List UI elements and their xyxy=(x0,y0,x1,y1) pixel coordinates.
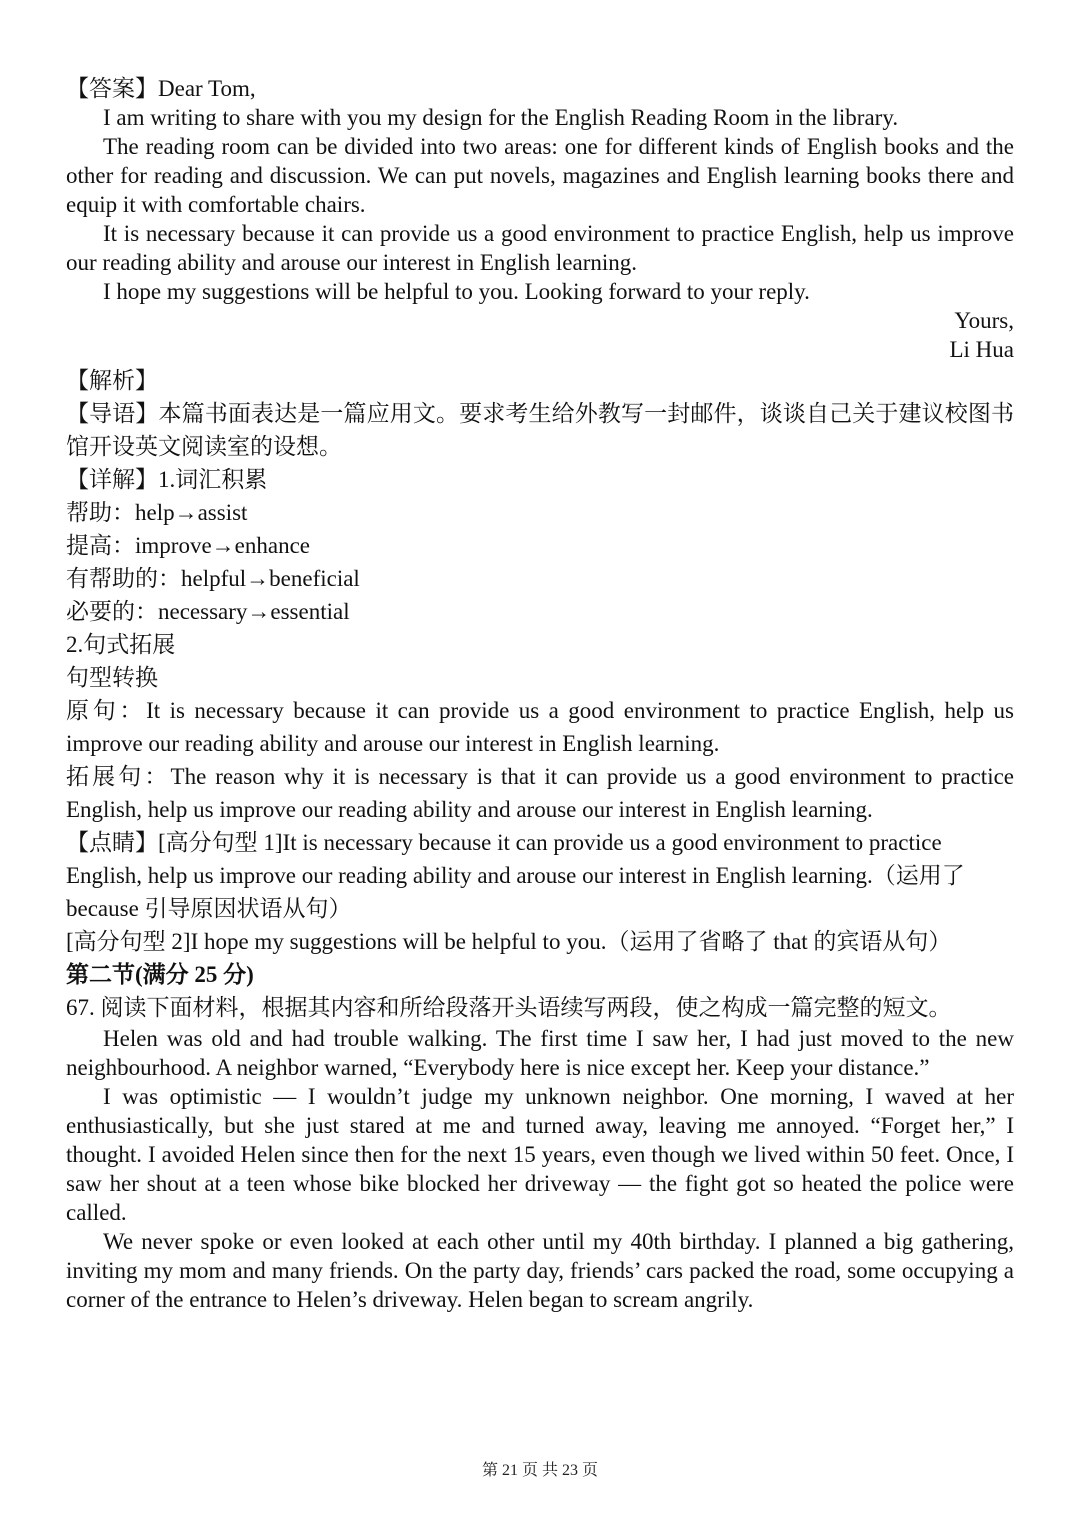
passage-paragraph: I was optimistic — I wouldn’t judge my unknown neighbor. One morning, I waved at her enthusiastically, but she just stared at me and turned away, leaving me annoyed. “Forget her,” I thought. I avoided Helen since then for the next 15 years, even though we lived within 50 feet. Once, I saw her shout at a teen whose bike blocked her driveway — the fight got so heated the police were called. xyxy=(66,1084,1014,1225)
intro-text: 本篇书面表达是一篇应用文。要求考生给外教写一封邮件，谈谈自己关于建议校图书馆开设英文阅读室的设想。 xyxy=(66,401,1014,459)
original-label: 原句： xyxy=(66,698,147,723)
vocab-item: 必要的：necessary→essential xyxy=(66,599,350,624)
answer-paragraph-3: It is necessary because it can provide us a good environment to practice English, help us improve our reading ability and arouse our interest in English learning. xyxy=(66,221,1014,275)
passage-paragraph: Helen was old and had trouble walking. The first time I saw her, I had just moved to the new neighbourhood. A neighbor warned, “Everybody here is nice except her. Keep your distance.” xyxy=(66,1026,1014,1080)
document-page xyxy=(66,74,1014,1314)
expanded-text: The reason why it is necessary is that it can provide us a good environment to practice English, help us improve our reading ability and arouse our interest in English learning. xyxy=(66,764,1014,822)
closing: Yours, xyxy=(954,308,1014,333)
expanded-sentence xyxy=(66,760,1014,826)
section-heading: 第二节(满分 25 分) xyxy=(66,962,254,987)
highlight-label: 【点睛】 xyxy=(66,830,158,855)
page-footer: 第 21 页 共 23 页 xyxy=(481,1462,598,1479)
highlight-2: [高分句型 2]I hope my suggestions will be helpful to you.（运用了省略了 that 的宾语从句） xyxy=(66,929,952,954)
detail-heading-line xyxy=(66,463,1014,496)
detail-label: 【详解】 xyxy=(66,467,158,492)
original-text: It is necessary because it can provide us a good environment to practice English, help us improve our reading ability and arouse our interest in English learning. xyxy=(66,698,1014,756)
answer-paragraph-1: I am writing to share with you my design for the English Reading Room in the library. xyxy=(103,105,899,130)
section2-heading: 2.句式拓展 xyxy=(66,632,176,657)
passage-paragraph: We never spoke or even looked at each other until my 40th birthday. I planned a big gathering, inviting my mom and many friends. On the party day, friends’ cars packed the road, some occupying a corner of the entrance to Helen’s driveway. Helen began to scream angrily. xyxy=(66,1229,1014,1312)
detail-heading: 1.词汇积累 xyxy=(158,467,268,492)
answer-label: 【答案】 xyxy=(66,76,158,101)
vocab-item: 提高：improve→enhance xyxy=(66,533,310,558)
vocab-item: 帮助：help→assist xyxy=(66,500,248,525)
answer-paragraph-4: I hope my suggestions will be helpful to you. Looking forward to your reply. xyxy=(103,279,810,304)
intro-label: 【导语】 xyxy=(66,401,159,426)
signature: Li Hua xyxy=(949,337,1014,362)
section2-subheading: 句型转换 xyxy=(66,665,158,690)
question-text: 阅读下面材料，根据其内容和所给段落开头语续写两段，使之构成一篇完整的短文。 xyxy=(100,995,952,1020)
highlight-1-text: [高分句型 1]It is necessary because it can provide us a good environment to practice English, help us improve our reading ability and arouse our interest in English learning.（运用了 because 引导原因状语从句） xyxy=(66,830,965,921)
original-sentence xyxy=(66,694,1014,760)
vocab-item: 有帮助的：helpful→beneficial xyxy=(66,566,360,591)
question-number: 67. xyxy=(66,995,95,1020)
question-instruction xyxy=(66,991,1014,1024)
intro-paragraph xyxy=(66,397,1014,463)
answer-salutation-line xyxy=(66,74,1014,103)
highlight-1 xyxy=(66,826,1014,925)
expanded-label: 拓展句： xyxy=(66,764,171,789)
salutation: Dear Tom, xyxy=(158,76,256,101)
answer-paragraph-2: The reading room can be divided into two areas: one for different kinds of English books and the other for reading and discussion. We can put novels, magazines and English learning books there and equip it with comfortable chairs. xyxy=(66,134,1014,217)
analysis-label: 【解析】 xyxy=(66,368,158,393)
